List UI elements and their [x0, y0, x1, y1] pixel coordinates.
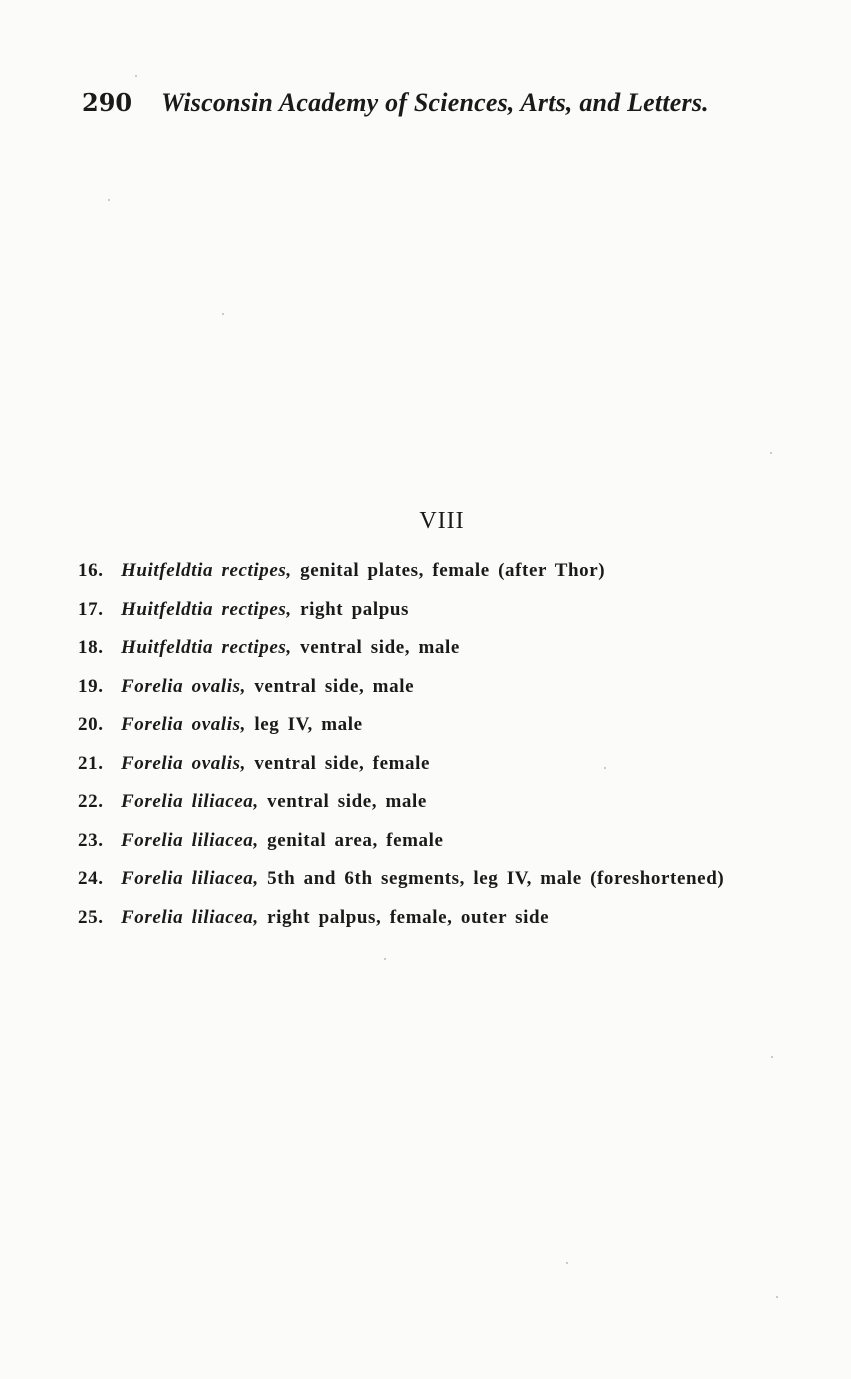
caption-species: Forelia ovalis, [121, 675, 246, 697]
caption-description: ventral side, male [300, 637, 460, 658]
figure-caption-list [78, 560, 724, 945]
paper-speck [566, 1262, 568, 1264]
caption-item [78, 753, 724, 792]
caption-number: 20. [78, 714, 104, 735]
caption-description: leg IV, male [254, 714, 363, 735]
caption-item [78, 907, 724, 946]
running-title: Wisconsin Academy of Sciences, Arts, and Letters. [161, 88, 709, 117]
caption-number: 23. [78, 829, 104, 851]
page-number: 290 [82, 88, 133, 117]
caption-number: 19. [78, 675, 104, 697]
paper-speck [384, 958, 386, 960]
caption-number: 22. [78, 791, 104, 812]
paper-speck [776, 1296, 778, 1298]
caption-number: 21. [78, 752, 104, 774]
caption-species: Huitfeldtia rectipes, [121, 560, 292, 581]
caption-number: 16. [78, 560, 104, 581]
caption-item [78, 791, 724, 830]
paper-speck [108, 199, 110, 201]
paper-speck [604, 767, 606, 769]
paper-speck [771, 1056, 773, 1058]
paper-speck [222, 313, 224, 315]
caption-description: ventral side, female [254, 752, 431, 774]
caption-description: 5th and 6th segments, leg IV, male (foreshortened) [267, 868, 725, 889]
caption-item [78, 830, 724, 869]
paper-speck [135, 75, 137, 77]
section-heading: VIII [419, 508, 465, 534]
caption-item [78, 676, 724, 715]
caption-item [78, 560, 724, 599]
paper-speck [770, 452, 772, 454]
caption-number: 18. [78, 637, 104, 658]
caption-item [78, 637, 724, 676]
caption-species: Forelia ovalis, [121, 714, 246, 735]
caption-species: Forelia liliacea, [121, 868, 259, 889]
caption-item [78, 599, 724, 638]
caption-species: Forelia liliacea, [121, 791, 259, 812]
caption-number: 24. [78, 868, 104, 889]
page-header [82, 88, 811, 124]
caption-description: ventral side, male [254, 675, 415, 697]
caption-description: right palpus [300, 598, 410, 620]
caption-species: Forelia liliacea, [121, 906, 259, 928]
caption-species: Huitfeldtia rectipes, [121, 637, 292, 658]
caption-item [78, 868, 724, 907]
caption-description: genital plates, female (after Thor) [300, 560, 606, 581]
caption-species: Huitfeldtia rectipes, [121, 598, 292, 620]
caption-item [78, 714, 724, 753]
caption-description: ventral side, male [267, 791, 427, 812]
caption-description: genital area, female [267, 829, 444, 851]
caption-number: 25. [78, 906, 104, 928]
caption-species: Forelia liliacea, [121, 829, 259, 851]
caption-number: 17. [78, 598, 104, 620]
caption-description: right palpus, female, outer side [267, 906, 550, 928]
caption-species: Forelia ovalis, [121, 752, 246, 774]
